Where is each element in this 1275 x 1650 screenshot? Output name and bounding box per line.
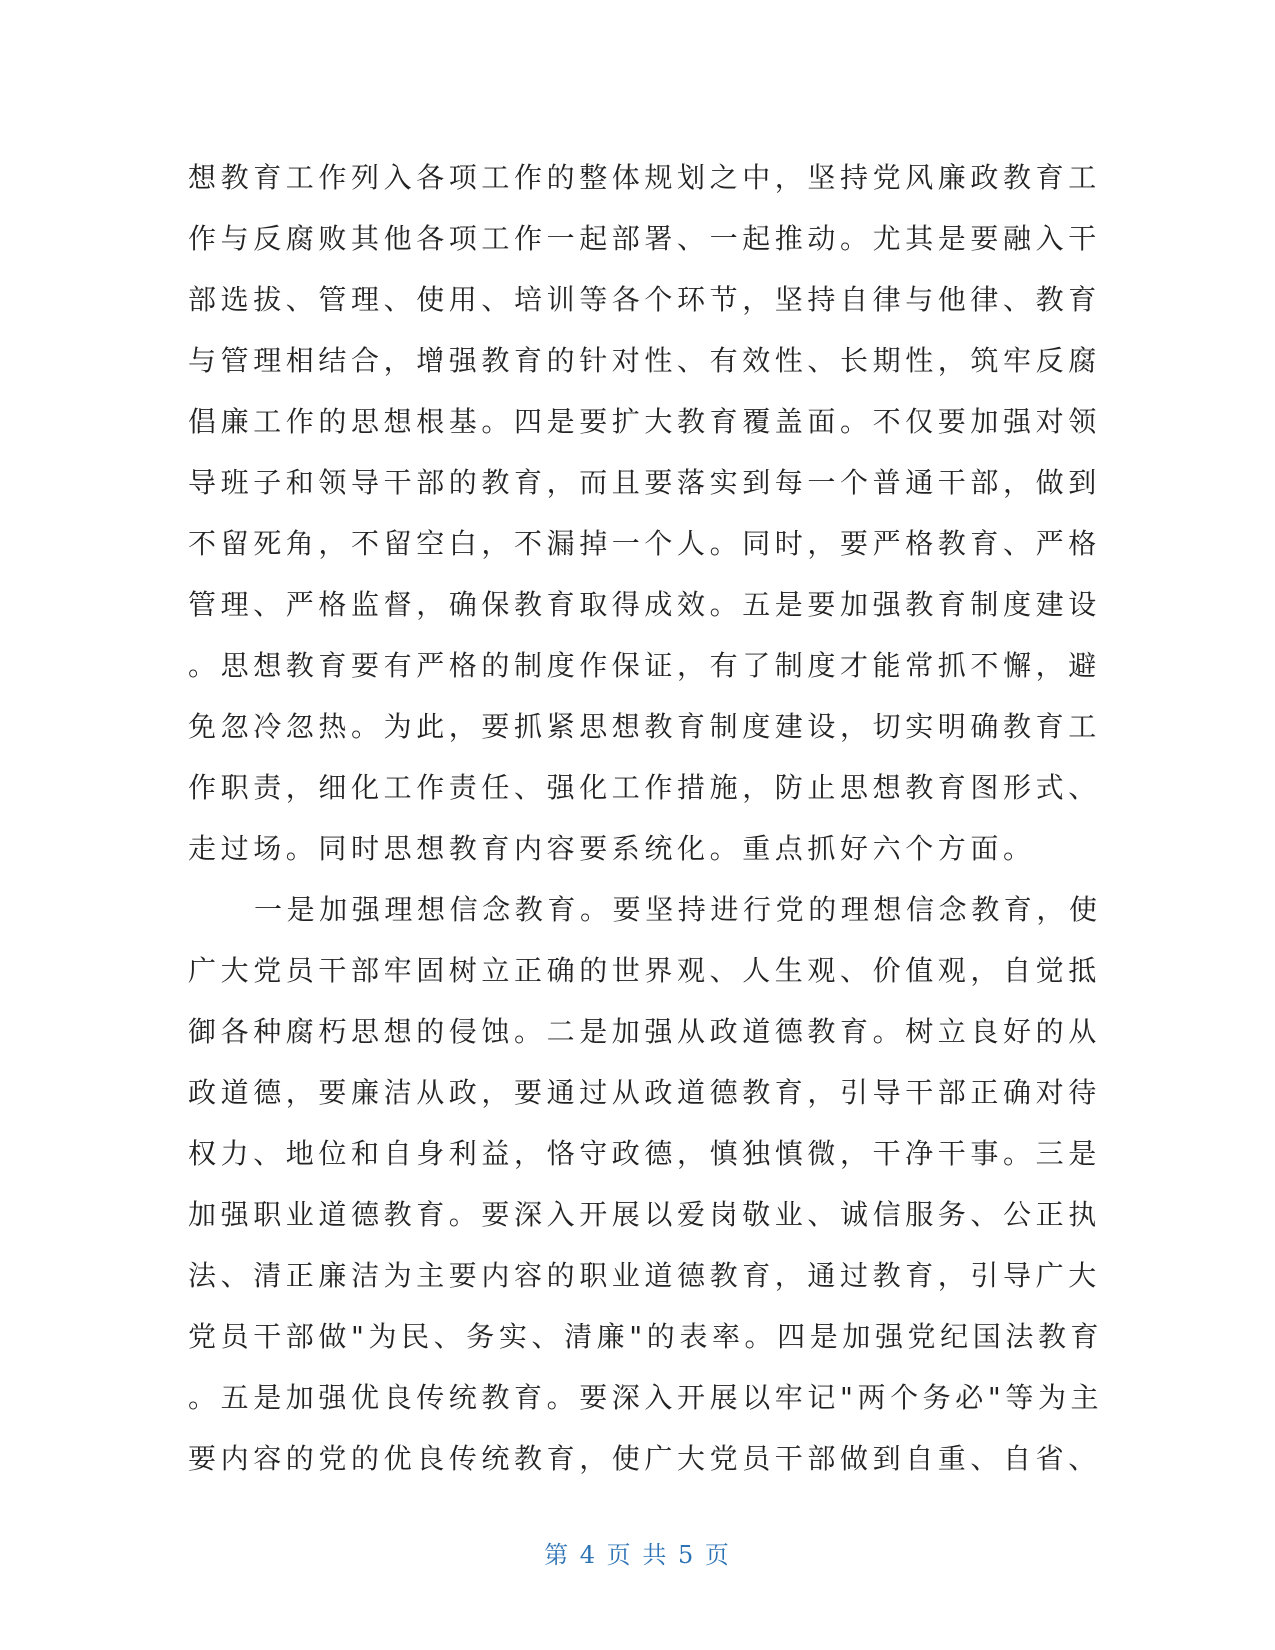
text-line: 部选拔、管理、使用、培训等各个环节，坚持自律与他律、教育 bbox=[188, 283, 1101, 316]
text-line: 权力、地位和自身利益，恪守政德，慎独慎微，干净干事。三是 bbox=[188, 1137, 1101, 1170]
text-line: 免忽冷忽热。为此，要抓紧思想教育制度建设，切实明确教育工 bbox=[188, 710, 1101, 743]
text-line: 。五是加强优良传统教育。要深入开展以牢记"两个务必"等为主 bbox=[188, 1381, 1104, 1414]
text-line: 要内容的党的优良传统教育，使广大党员干部做到自重、自省、 bbox=[188, 1442, 1101, 1475]
footer-label: 页 bbox=[704, 1541, 731, 1569]
text-line: 倡廉工作的思想根基。四是要扩大教育覆盖面。不仅要加强对领 bbox=[188, 405, 1101, 438]
text-line: 加强职业道德教育。要深入开展以爱岗敬业、诚信服务、公正执 bbox=[188, 1198, 1101, 1231]
text-line: 御各种腐朽思想的侵蚀。二是加强从政道德教育。树立良好的从 bbox=[188, 1015, 1101, 1048]
text-line: 导班子和领导干部的教育，而且要落实到每一个普通干部，做到 bbox=[188, 466, 1101, 499]
footer-label: 共 bbox=[642, 1541, 669, 1569]
text-line: 不留死角，不留空白，不漏掉一个人。同时，要严格教育、严格 bbox=[188, 527, 1101, 560]
paragraph-1 bbox=[188, 147, 1101, 879]
text-line: 与管理相结合，增强教育的针对性、有效性、长期性，筑牢反腐 bbox=[188, 344, 1101, 377]
text-line: 广大党员干部牢固树立正确的世界观、人生观、价值观，自觉抵 bbox=[188, 954, 1101, 987]
paragraph-2 bbox=[188, 879, 1104, 1489]
text-line: 想教育工作列入各项工作的整体规划之中，坚持党风廉政教育工 bbox=[188, 161, 1101, 194]
footer-label: 页 bbox=[606, 1541, 633, 1569]
text-line: 走过场。同时思想教育内容要系统化。重点抓好六个方面。 bbox=[188, 832, 1036, 865]
document-body bbox=[188, 147, 1104, 1489]
text-line: 党员干部做"为民、务实、清廉"的表率。四是加强党纪国法教育 bbox=[188, 1320, 1104, 1353]
footer-current-page: 4 bbox=[579, 1541, 598, 1569]
text-line: 法、清正廉洁为主要内容的职业道德教育，通过教育，引导广大 bbox=[188, 1259, 1101, 1292]
page-footer bbox=[0, 1535, 1275, 1570]
footer-label: 第 bbox=[544, 1541, 571, 1569]
text-line-indented: 一是加强理想信念教育。要坚持进行党的理想信念教育，使 bbox=[254, 893, 1102, 926]
text-line: 管理、严格监督，确保教育取得成效。五是要加强教育制度建设 bbox=[188, 588, 1101, 621]
text-line: 作与反腐败其他各项工作一起部署、一起推动。尤其是要融入干 bbox=[188, 222, 1101, 255]
text-line: 政道德，要廉洁从政，要通过从政道德教育，引导干部正确对待 bbox=[188, 1076, 1101, 1109]
footer-total-pages: 5 bbox=[677, 1541, 696, 1569]
text-line: 作职责，细化工作责任、强化工作措施，防止思想教育图形式、 bbox=[188, 771, 1101, 804]
text-line: 。思想教育要有严格的制度作保证，有了制度才能常抓不懈，避 bbox=[188, 649, 1101, 682]
